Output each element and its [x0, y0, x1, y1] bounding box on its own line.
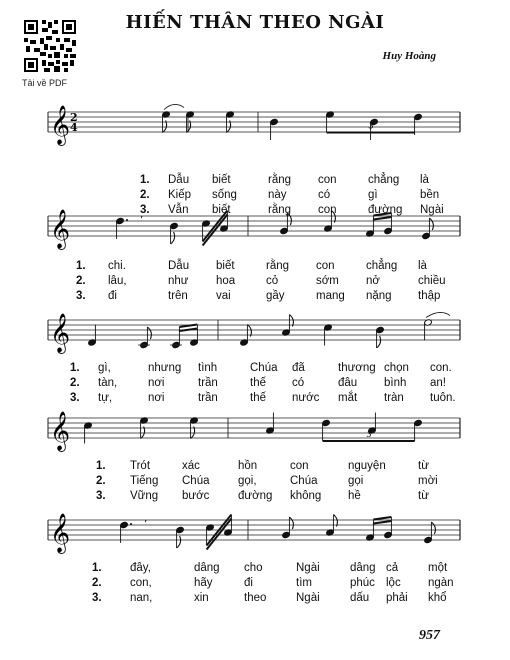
lyric-word: nở	[366, 275, 380, 287]
lyric-word: Chúa	[182, 475, 210, 487]
triplet-mark: 3	[368, 121, 374, 131]
lyric-line-verse-3	[0, 592, 510, 606]
verse-number: 2.	[76, 275, 86, 287]
lyric-word: biết	[212, 174, 231, 186]
lyric-word: tự,	[98, 392, 113, 404]
verse-number: 1.	[70, 362, 80, 374]
verse-number: 3.	[76, 290, 86, 302]
lyric-word: ngàn	[428, 577, 454, 589]
treble-clef-icon: 𝄞	[50, 105, 71, 145]
verse-number: 3.	[70, 392, 80, 404]
lyric-word: sớm	[316, 275, 339, 287]
lyric-word: như	[168, 275, 189, 287]
lyric-word: nguyện	[348, 460, 386, 472]
lyric-word: phúc	[350, 577, 375, 589]
lyric-line-verse-1	[0, 174, 510, 188]
verse-number: 1.	[92, 562, 102, 574]
time-signature-top: 2	[70, 111, 78, 124]
treble-clef-icon: 𝄞	[50, 513, 71, 553]
tie-arc	[426, 312, 450, 317]
lyric-word: Tiếng	[130, 475, 159, 487]
note-flag	[377, 336, 381, 348]
lyric-word: nhưng	[148, 362, 182, 374]
lyric-word: nan,	[130, 592, 153, 604]
lyric-word: mời	[418, 475, 438, 487]
lyric-line-verse-2	[0, 377, 510, 391]
lyric-word: biết	[216, 260, 235, 272]
lyric-word: dâng	[194, 562, 220, 574]
lyric-line-verse-2	[0, 189, 510, 203]
lyric-word: bền	[420, 189, 440, 201]
lyric-word: đã	[292, 362, 305, 374]
note-flag	[431, 522, 435, 534]
verse-number: 2.	[96, 475, 106, 487]
lyric-word: tìm	[296, 577, 312, 589]
lyric-word: nặng	[366, 290, 392, 302]
verse-number: 3.	[140, 204, 150, 216]
lyric-word: cho	[244, 562, 263, 574]
lyric-word: một	[428, 562, 448, 574]
tie-arc	[164, 104, 184, 109]
lyric-word: Vững	[130, 490, 159, 502]
lyric-line-verse-1	[0, 260, 510, 274]
lyric-word: gì,	[98, 362, 111, 374]
lyric-word: rằng	[268, 204, 292, 216]
note-beam	[373, 521, 391, 524]
lyric-word: Ngài	[420, 204, 444, 216]
lyric-word: tàn,	[98, 377, 118, 389]
lyric-word: an!	[430, 377, 446, 389]
verse-number: 3.	[96, 490, 106, 502]
lyric-word: cỏ	[266, 275, 279, 287]
lyric-word: từ	[418, 460, 429, 472]
note-flag	[289, 517, 293, 529]
lyric-word: con,	[130, 577, 152, 589]
lyric-word: là	[420, 174, 429, 186]
lyric-word: đường	[238, 490, 273, 502]
treble-clef-icon: 𝄞	[50, 209, 71, 249]
lyric-line-verse-1	[0, 362, 510, 376]
lyric-word: gọi,	[238, 475, 257, 487]
lyric-word: bình	[384, 377, 407, 389]
lyric-word: thương	[338, 362, 376, 374]
lyric-word: theo	[244, 592, 267, 604]
lyric-line-verse-3	[0, 290, 510, 304]
lyric-word: Dẫu	[168, 174, 190, 186]
lyric-word: có	[292, 377, 305, 389]
note-flag	[429, 218, 433, 230]
verse-number: 1.	[140, 174, 150, 186]
qr-caption[interactable]: Tải về PDF	[22, 78, 68, 88]
lyric-line-verse-2	[0, 577, 510, 591]
lyric-word: không	[290, 490, 322, 502]
lyric-word: từ	[418, 490, 429, 502]
breath-mark-icon: ’	[140, 215, 144, 226]
lyric-word: gọi	[348, 475, 364, 487]
lyric-word: khổ	[428, 592, 447, 604]
lyric-word: dâng	[350, 562, 376, 574]
lyric-word: Kiếp	[168, 189, 192, 201]
lyric-line-verse-3	[0, 204, 510, 218]
verse-number: 1.	[96, 460, 106, 472]
lyric-word: Vẫn	[168, 204, 189, 216]
lyric-word: nơi	[148, 392, 165, 404]
lyric-word: tình	[198, 362, 218, 374]
music-staff-1	[48, 104, 460, 164]
verse-number: 3.	[92, 592, 102, 604]
lyric-word: gầy	[266, 290, 285, 302]
triplet-mark: 3	[366, 430, 372, 439]
lyric-word: Chúa	[250, 362, 278, 374]
lyric-word: chọn	[384, 362, 409, 374]
lyric-word: biết	[212, 204, 231, 216]
lyric-word: trần	[198, 392, 218, 404]
lyric-word: thập	[418, 290, 441, 302]
breath-mark-icon: ’	[144, 519, 148, 530]
lyric-word: rằng	[266, 260, 290, 272]
lyric-word: Dẫu	[168, 260, 190, 272]
lyric-word: con	[318, 174, 337, 186]
lyric-word: vai	[216, 290, 231, 302]
verse-number: 1.	[76, 260, 86, 272]
time-signature-bottom: 4	[70, 121, 78, 134]
lyric-word: xin	[194, 592, 209, 604]
lyric-word: hãy	[194, 577, 213, 589]
lyric-word: đường	[368, 204, 403, 216]
lyric-word: hoa	[216, 275, 236, 287]
note-dot	[126, 219, 128, 221]
lyric-word: chi.	[108, 260, 126, 272]
composer-name: Huy Hoàng	[382, 50, 436, 62]
lyric-word: có	[318, 189, 331, 201]
lyric-word: trần	[198, 377, 218, 389]
note-flag	[171, 232, 175, 244]
verse-number: 2.	[92, 577, 102, 589]
lyric-line-verse-1	[0, 460, 510, 474]
lyric-word: thế	[250, 392, 266, 404]
lyric-word: chẳng	[366, 260, 398, 272]
lyric-line-verse-2	[0, 275, 510, 289]
lyric-word: con	[316, 260, 335, 272]
note-beam	[179, 329, 197, 332]
lyric-word: đi	[244, 577, 253, 589]
lyric-line-verse-2	[0, 475, 510, 489]
lyric-word: con.	[430, 362, 452, 374]
verse-number: 2.	[140, 189, 150, 201]
lyric-word: này	[268, 189, 287, 201]
lyric-word: lộc	[386, 577, 401, 589]
lyric-word: chẳng	[368, 174, 400, 186]
lyric-line-verse-3	[0, 490, 510, 504]
lyric-word: mang	[316, 290, 345, 302]
lyric-word: gì	[368, 189, 378, 201]
lyric-word: Ngài	[296, 592, 320, 604]
lyric-word: nước	[292, 392, 320, 404]
verse-number: 2.	[70, 377, 80, 389]
lyric-word: tràn	[384, 392, 404, 404]
lyric-word: sống	[212, 189, 237, 201]
lyric-word: Ngài	[296, 562, 320, 574]
lyric-word: rằng	[268, 174, 292, 186]
lyric-word: là	[418, 260, 427, 272]
note-flag	[147, 327, 151, 339]
page-number: 957	[419, 628, 440, 643]
lyric-word: nơi	[148, 377, 165, 389]
lyric-word: tuôn.	[430, 392, 456, 404]
lyric-word: đâu	[338, 377, 358, 389]
lyric-word: phải	[386, 592, 408, 604]
note-flag	[177, 536, 181, 548]
song-title: HIẾN THÂN THEO NGÀI	[125, 12, 385, 33]
lyric-word: Chúa	[290, 475, 318, 487]
lyric-word: đây,	[130, 562, 151, 574]
lyric-word: đi	[108, 290, 117, 302]
note-dot	[130, 523, 132, 525]
lyric-word: Trót	[130, 460, 151, 472]
lyric-word: mắt	[338, 392, 358, 404]
lyric-word: hồn	[238, 460, 258, 472]
treble-clef-icon: 𝄞	[50, 411, 71, 451]
lyric-word: trên	[168, 290, 188, 302]
lyric-word: xác	[182, 460, 200, 472]
lyric-line-verse-3	[0, 392, 510, 406]
lyric-word: con	[290, 460, 309, 472]
lyric-word: chiều	[418, 275, 446, 287]
note-beam	[373, 517, 391, 520]
treble-clef-icon: 𝄞	[50, 313, 71, 353]
lyric-word: lâu,	[108, 275, 127, 287]
lyric-line-verse-1	[0, 562, 510, 576]
lyric-word: con	[318, 204, 337, 216]
lyric-word: thế	[250, 377, 266, 389]
lyric-word: hề	[348, 490, 361, 502]
lyric-word: cả	[386, 562, 399, 574]
lyric-word: bước	[182, 490, 210, 502]
lyric-word: dấu	[350, 592, 370, 604]
